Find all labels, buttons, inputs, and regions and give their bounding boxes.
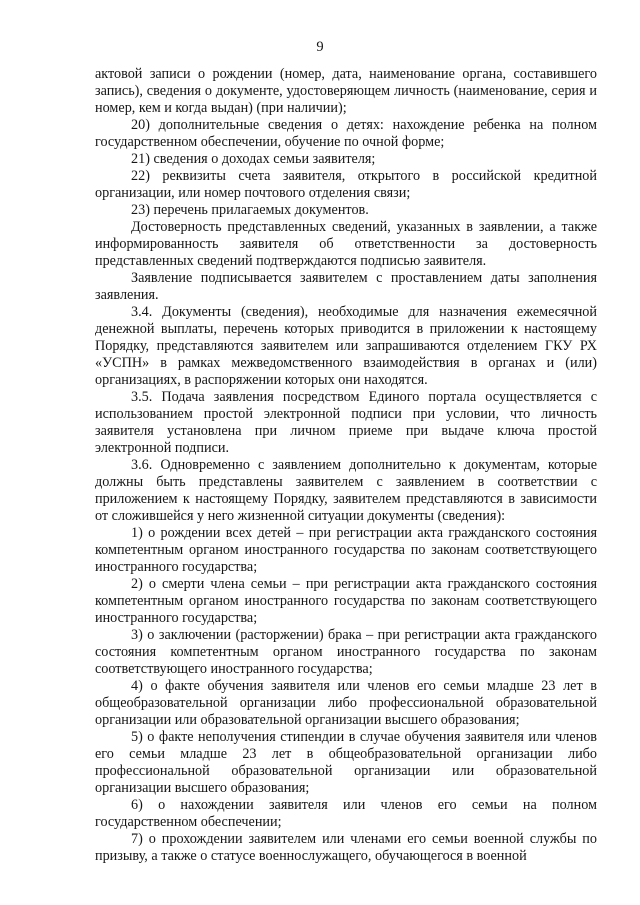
paragraph-item-20: 20) дополнительные сведения о детях: нахождение ребенка на полном государственном обеспечении, обучение по очной форме;: [95, 117, 597, 150]
paragraph-subitem-2: 2) о смерти члена семьи – при регистрации акта гражданского состояния компетентным органом иностранного государства по законам соответствующего иностранного государства;: [95, 576, 597, 626]
paragraph-subitem-4: 4) о факте обучения заявителя или членов его семьи младше 23 лет в общеобразовательной организации либо профессиональной образовательной организации или образовательной организации высшего образования;: [95, 678, 597, 728]
paragraph-subitem-1: 1) о рождении всех детей – при регистрации акта гражданского состояния компетентным органом иностранного государства по законам соответствующего иностранного государства;: [95, 525, 597, 575]
page-number: 9: [316, 39, 324, 55]
paragraph-subitem-3: 3) о заключении (расторжении) брака – при регистрации акта гражданского состояния компетентным органом иностранного государства по законам соответствующего иностранного государства;: [95, 627, 597, 677]
paragraph-item-22: 22) реквизиты счета заявителя, открытого в российской кредитной организации, или номер почтового отделения связи;: [95, 168, 597, 201]
paragraph-subitem-5: 5) о факте неполучения стипендии в случае обучения заявителя или членов его семьи младше 23 лет в общеобразовательной организации либо профессиональной образовательной организации или образовательной организации высшего образования;: [95, 729, 597, 796]
paragraph-item-23: 23) перечень прилагаемых документов.: [131, 202, 369, 218]
paragraph-item-21: 21) сведения о доходах семьи заявителя;: [131, 151, 376, 167]
paragraph-signature: Заявление подписывается заявителем с проставлением даты заполнения заявления.: [95, 270, 597, 303]
paragraph-subitem-7: 7) о прохождении заявителем или членами его семьи военной службы по призыву, а также о статусе военнослужащего, обучающегося в военной: [95, 831, 597, 864]
paragraph-continuation: актовой записи о рождении (номер, дата, наименование органа, составившего запись), сведения о документе, удостоверяющем личность (наименование, серия и номер, кем и когда выдан) (при наличии);: [95, 66, 597, 116]
paragraph-3-6: 3.6. Одновременно с заявлением дополнительно к документам, которые должны быть представлены заявителем с заявлением в соответствии с приложением к настоящему Порядку, заявителем представляются в зависимости от сложившейся у него жизненной ситуации документы (сведения):: [95, 457, 597, 524]
document-body: [95, 66, 597, 865]
paragraph-reliability: Достоверность представленных сведений, указанных в заявлении, а также информированность заявителя об ответственности за достоверность представленных сведений подтверждаются подписью заявителя.: [95, 219, 597, 269]
paragraph-subitem-6: 6) о нахождении заявителя или членов его семьи на полном государственном обеспечении;: [95, 797, 597, 830]
paragraph-3-5: 3.5. Подача заявления посредством Единого портала осуществляется с использованием простой электронной подписи при условии, что личность заявителя установлена при личном приеме при выдаче ключа простой электронной подписи.: [95, 389, 597, 456]
paragraph-3-4: 3.4. Документы (сведения), необходимые для назначения ежемесячной денежной выплаты, перечень которых приводится в приложении к настоящему Порядку, представляются заявителем или запрашиваются отделением ГКУ РХ «УСПН» в рамках межведомственного взаимодействия в органах и (или) организациях, в распоряжении которых они находятся.: [95, 304, 597, 388]
